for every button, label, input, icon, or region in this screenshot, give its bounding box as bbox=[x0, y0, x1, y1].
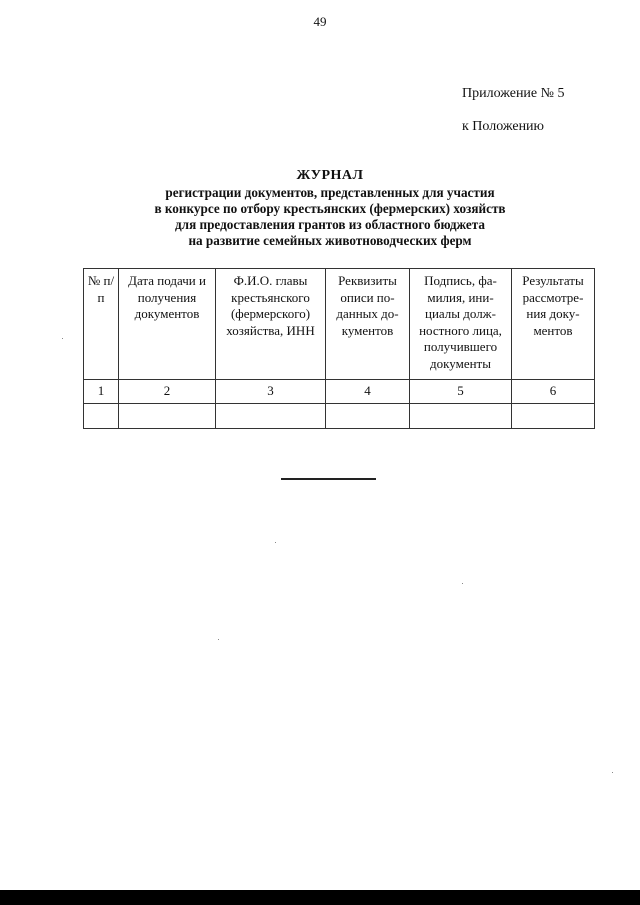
column-number-cell: 6 bbox=[512, 380, 595, 404]
header-cell-signature: Подпись, фа-милия, ини-циалы долж-ностного лица, получившего документы bbox=[410, 269, 512, 380]
table-cell bbox=[512, 404, 595, 429]
table-column-number-row bbox=[84, 380, 595, 404]
appendix-reference: к Положению bbox=[462, 119, 545, 134]
registration-journal-table bbox=[83, 268, 595, 429]
header-cell-farm-head: Ф.И.О. главы крестьянского (фермерского) хозяйства, ИНН bbox=[216, 269, 326, 380]
scan-speck bbox=[612, 772, 613, 773]
scan-speck bbox=[218, 639, 219, 640]
column-number-cell: 1 bbox=[84, 380, 119, 404]
column-number-cell: 5 bbox=[410, 380, 512, 404]
journal-subtitle-line: регистрации документов, представленных для участия bbox=[165, 185, 495, 200]
scan-speck bbox=[462, 583, 463, 584]
table-cell bbox=[119, 404, 216, 429]
page-number: 49 bbox=[313, 14, 327, 29]
journal-subtitle-line: для предоставления грантов из областного бюджета bbox=[175, 217, 485, 232]
table-header-row bbox=[84, 269, 595, 380]
column-number-cell: 3 bbox=[216, 380, 326, 404]
table-cell bbox=[84, 404, 119, 429]
header-cell-review-results: Результаты рассмотре-ния доку-ментов bbox=[512, 269, 595, 380]
scan-speck bbox=[275, 542, 276, 543]
journal-subtitle-line: в конкурсе по отбору крестьянских (фермерских) хозяйств bbox=[154, 201, 506, 216]
header-cell-submission-date: Дата подачи и получения документов bbox=[119, 269, 216, 380]
journal-title-main: ЖУРНАЛ bbox=[296, 168, 364, 183]
table-cell bbox=[216, 404, 326, 429]
header-cell-number: № п/п bbox=[84, 269, 119, 380]
table-row bbox=[84, 404, 595, 429]
journal-title bbox=[100, 168, 560, 249]
header-cell-inventory-details: Реквизиты описи по-данных до-кументов bbox=[326, 269, 410, 380]
scan-speck bbox=[62, 338, 63, 339]
journal-subtitle-line: на развитие семейных животноводческих ферм bbox=[188, 233, 472, 248]
table-cell bbox=[326, 404, 410, 429]
column-number-cell: 4 bbox=[326, 380, 410, 404]
end-divider-line bbox=[281, 478, 376, 480]
column-number-cell: 2 bbox=[119, 380, 216, 404]
scan-edge-bar bbox=[0, 890, 640, 905]
appendix-label: Приложение № 5 bbox=[462, 86, 565, 101]
table-cell bbox=[410, 404, 512, 429]
